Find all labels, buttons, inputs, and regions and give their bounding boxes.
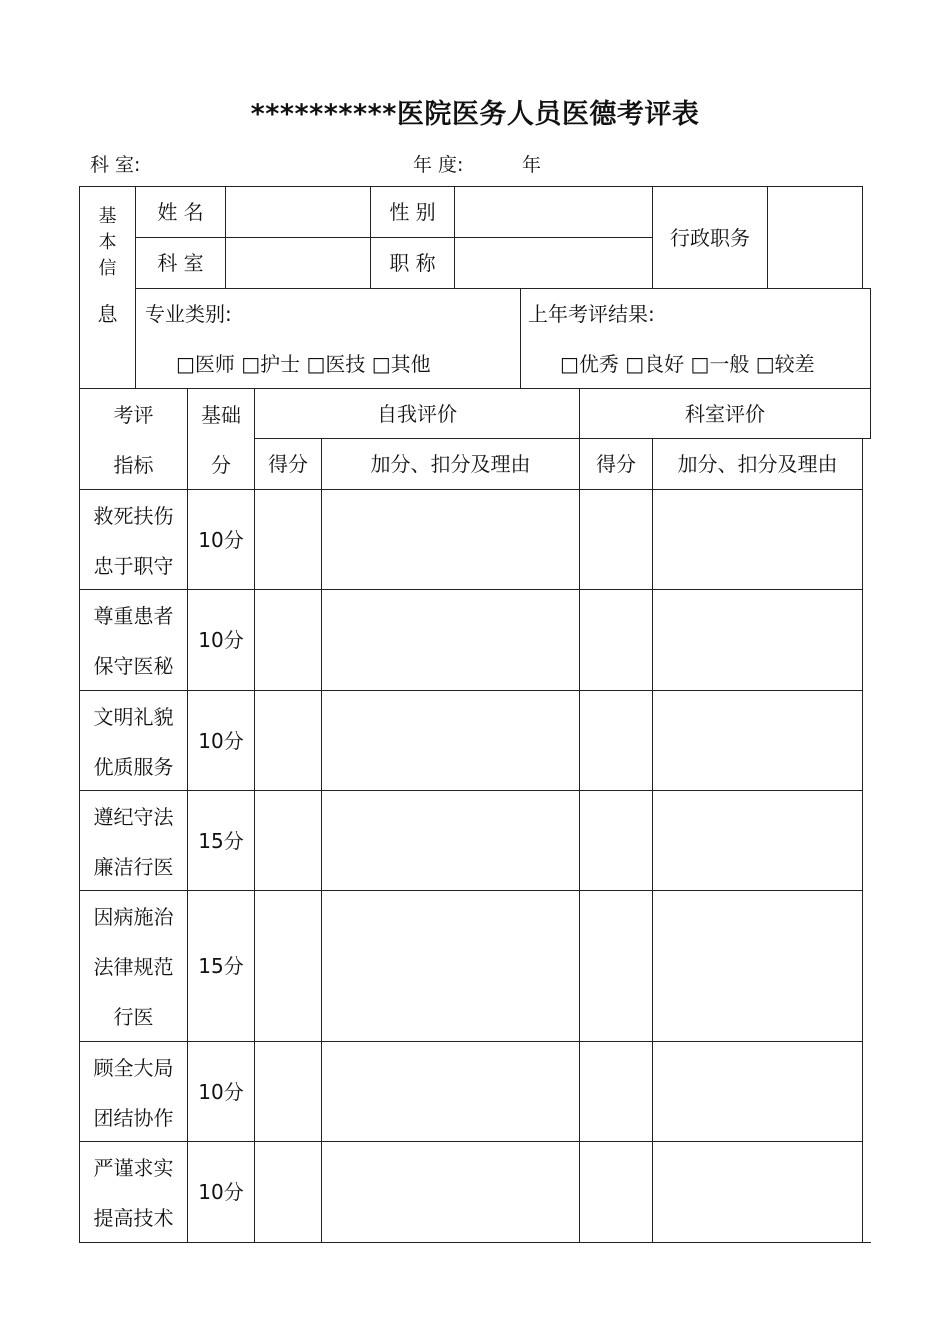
self-reason-field[interactable] (322, 891, 579, 1041)
indicator-line: 法律规范 (93, 955, 174, 979)
dept-score-field[interactable] (580, 1042, 652, 1141)
self-reason-field[interactable] (322, 791, 579, 890)
indicator-line: 忠于职守 (93, 554, 174, 578)
table-row-indicator (80, 692, 187, 792)
section-char: 本 (98, 232, 117, 253)
table-row-indicator (80, 792, 187, 892)
department-label-cell: 科 室 (157, 251, 204, 275)
category-label: 专业类别: (145, 302, 232, 326)
dept-score-field[interactable] (580, 791, 652, 890)
dept-score-field[interactable] (580, 691, 652, 790)
last-year-result-label: 上年考评结果: (528, 302, 655, 326)
self-score-field[interactable] (255, 490, 321, 589)
self-score-field[interactable] (255, 791, 321, 890)
table-row-indicator (80, 1143, 187, 1243)
self-reason-field[interactable] (322, 1142, 579, 1242)
indicator-line: 救死扶伤 (93, 504, 174, 528)
indicator-line: 优质服务 (93, 755, 174, 779)
base-score-header-line: 基础 (201, 403, 241, 427)
self-reason-field[interactable] (322, 1042, 579, 1141)
base-score-header-line: 分 (211, 453, 231, 477)
table-row-indicator (80, 892, 187, 1042)
dept-reason-field[interactable] (653, 1142, 862, 1242)
table-row-indicator (80, 591, 187, 691)
indicator-line: 文明礼貌 (93, 705, 174, 729)
indicator-line: 遵纪守法 (93, 805, 174, 829)
indicator-line: 尊重患者 (93, 604, 174, 628)
section-char-last: 息 (97, 302, 118, 326)
self-reason-header: 加分、扣分及理由 (370, 452, 531, 476)
indicator-line: 严谨求实 (93, 1156, 174, 1180)
year-label: 年 度: (413, 154, 464, 176)
base-score: 15分 (198, 828, 244, 853)
indicator-line: 提高技术 (93, 1206, 174, 1230)
self-score-field[interactable] (255, 1142, 321, 1242)
section-char: 信 (98, 258, 117, 279)
basic-info-section-label (80, 208, 135, 286)
department-evaluation-header: 科室评价 (685, 401, 765, 426)
table-row-indicator (80, 1043, 187, 1143)
dept-reason-field[interactable] (653, 490, 862, 589)
dept-score-field[interactable] (580, 490, 652, 589)
dept-score-field[interactable] (580, 891, 652, 1041)
last-year-result-options[interactable]: □优秀 □良好 □一般 □较差 (560, 352, 815, 376)
self-evaluation-header: 自我评价 (377, 401, 457, 426)
dept-reason-field[interactable] (653, 1042, 862, 1141)
base-score: 10分 (198, 1180, 244, 1204)
table-row-indicator (80, 491, 187, 591)
indicator-line: 廉洁行医 (93, 855, 174, 879)
indicator-header (80, 390, 187, 490)
self-score-field[interactable] (255, 691, 321, 790)
base-score: 10分 (198, 628, 244, 652)
dept-reason-field[interactable] (653, 891, 862, 1041)
dept-score-header: 得分 (596, 452, 636, 476)
indicator-line: 顾全大局 (93, 1056, 174, 1080)
section-char: 基 (98, 206, 117, 227)
name-label: 姓 名 (157, 200, 204, 224)
dept-reason-field[interactable] (653, 590, 862, 690)
self-score-field[interactable] (255, 590, 321, 690)
self-reason-field[interactable] (322, 590, 579, 690)
professional-title-field[interactable] (455, 238, 652, 288)
department-label: 科 室: (90, 154, 141, 176)
indicator-line: 团结协作 (93, 1106, 174, 1130)
base-score: 10分 (198, 527, 244, 552)
indicator-line: 因病施治 (93, 905, 174, 929)
name-field[interactable] (226, 187, 370, 237)
admin-post-field[interactable] (768, 187, 862, 288)
dept-reason-field[interactable] (653, 791, 862, 890)
self-score-field[interactable] (255, 1042, 321, 1141)
base-score: 15分 (198, 954, 244, 978)
indicator-line: 保守医秘 (93, 654, 174, 678)
gender-field[interactable] (455, 187, 652, 237)
form-title: **********医院医务人员医德考评表 (250, 99, 700, 130)
self-score-header: 得分 (268, 452, 308, 476)
dept-reason-field[interactable] (653, 691, 862, 790)
self-reason-field[interactable] (322, 490, 579, 589)
indicator-header-line: 考评 (113, 403, 154, 427)
gender-label: 性 别 (389, 200, 436, 224)
base-score: 10分 (198, 1079, 244, 1104)
professional-title-label: 职 称 (389, 251, 436, 275)
year-suffix: 年 (522, 154, 542, 176)
dept-reason-header: 加分、扣分及理由 (677, 452, 838, 476)
self-reason-field[interactable] (322, 691, 579, 790)
dept-score-field[interactable] (580, 590, 652, 690)
base-score: 10分 (198, 728, 244, 753)
indicator-header-line: 指标 (113, 453, 154, 477)
self-score-field[interactable] (255, 891, 321, 1041)
indicator-line: 行医 (113, 1005, 154, 1029)
admin-post-label: 行政职务 (670, 225, 750, 250)
dept-score-field[interactable] (580, 1142, 652, 1242)
base-score-header (188, 390, 254, 490)
department-field[interactable] (226, 238, 370, 288)
category-options[interactable]: □医师 □护士 □医技 □其他 (176, 352, 431, 376)
